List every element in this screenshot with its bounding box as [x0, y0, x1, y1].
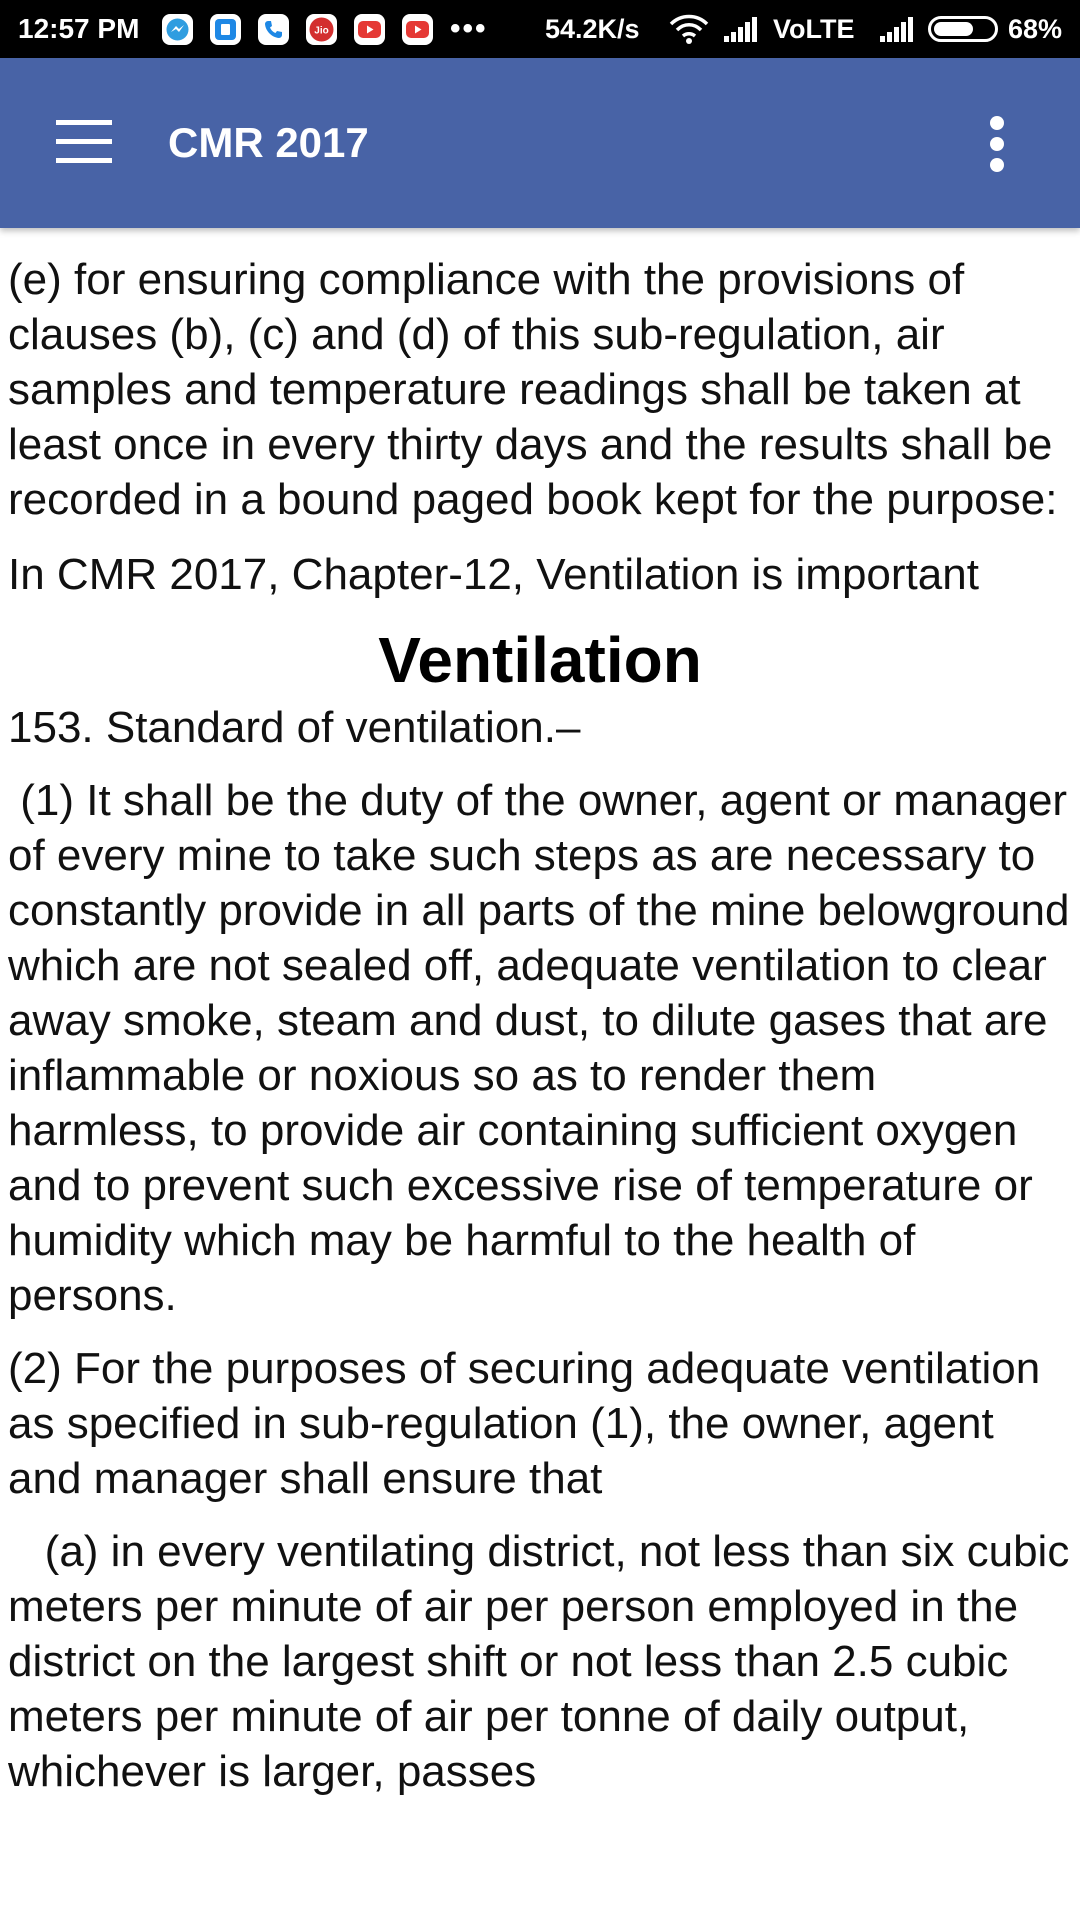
- document-content: [8, 252, 1072, 1799]
- status-bar: [0, 0, 1080, 58]
- paragraph-clause-a: (a) in every ventilating district, not less than six cubic meters per minute of air per person employed in the district on the largest shift or not less than 2.5 cubic meters per minute of air per tonne of daily output, whichever is larger, passes: [8, 1527, 1070, 1796]
- battery-level: [934, 22, 973, 36]
- signal-icon: [878, 14, 918, 44]
- battery-percent: 68%: [1008, 13, 1063, 44]
- status-time: 12:57 PM: [18, 13, 140, 44]
- youtube-icon: [354, 14, 385, 45]
- youtube-icon: [402, 14, 433, 45]
- app-bar: [0, 58, 1080, 228]
- section-heading: Ventilation: [378, 624, 702, 696]
- paragraph-sub-regulation-2: (2) For the purposes of securing adequate ventilation as specified in sub-regulation (1), the owner, agent and manager shall ensure that: [8, 1344, 1041, 1503]
- overflow-menu-icon[interactable]: [982, 116, 1012, 172]
- paragraph-clause-e: (e) for ensuring compliance with the provisions of clauses (b), (c) and (d) of this sub-regulation, air samples and temperature readings shall be taken at least once in every thirty days and the results shall be recorded in a bound paged book kept for the purpose:: [8, 255, 1058, 524]
- messenger-icon: [162, 14, 193, 45]
- volte-label: VoLTE: [773, 13, 855, 44]
- wifi-icon: [668, 12, 710, 46]
- regulation-title: 153. Standard of ventilation.–: [8, 703, 581, 752]
- signal-icon: [722, 14, 762, 44]
- app-title: CMR 2017: [168, 119, 369, 166]
- more-notifications-icon: •••: [450, 12, 488, 45]
- app-icon: [210, 14, 241, 45]
- paragraph-sub-regulation-1: (1) It shall be the duty of the owner, agent or manager of every mine to take such steps as are necessary to constantly provide in all parts of the mine belowground which are not sealed off, adequate ventilation to clear away smoke, steam and dust, to dilute gases that are inflammable or noxious so as to render them harmless, to provide air containing sufficient oxygen and to prevent such excessive rise of temperature or humidity which may be harmful to the health of persons.: [8, 776, 1070, 1320]
- battery-icon: [928, 16, 998, 42]
- phone-icon: [258, 14, 289, 45]
- jio-icon: [306, 14, 337, 45]
- hamburger-menu-icon[interactable]: [56, 120, 114, 164]
- intro-line: In CMR 2017, Chapter-12, Ventilation is important: [8, 550, 979, 599]
- network-speed: 54.2K/s: [545, 13, 640, 44]
- jio-icon-label: Jio: [314, 25, 329, 37]
